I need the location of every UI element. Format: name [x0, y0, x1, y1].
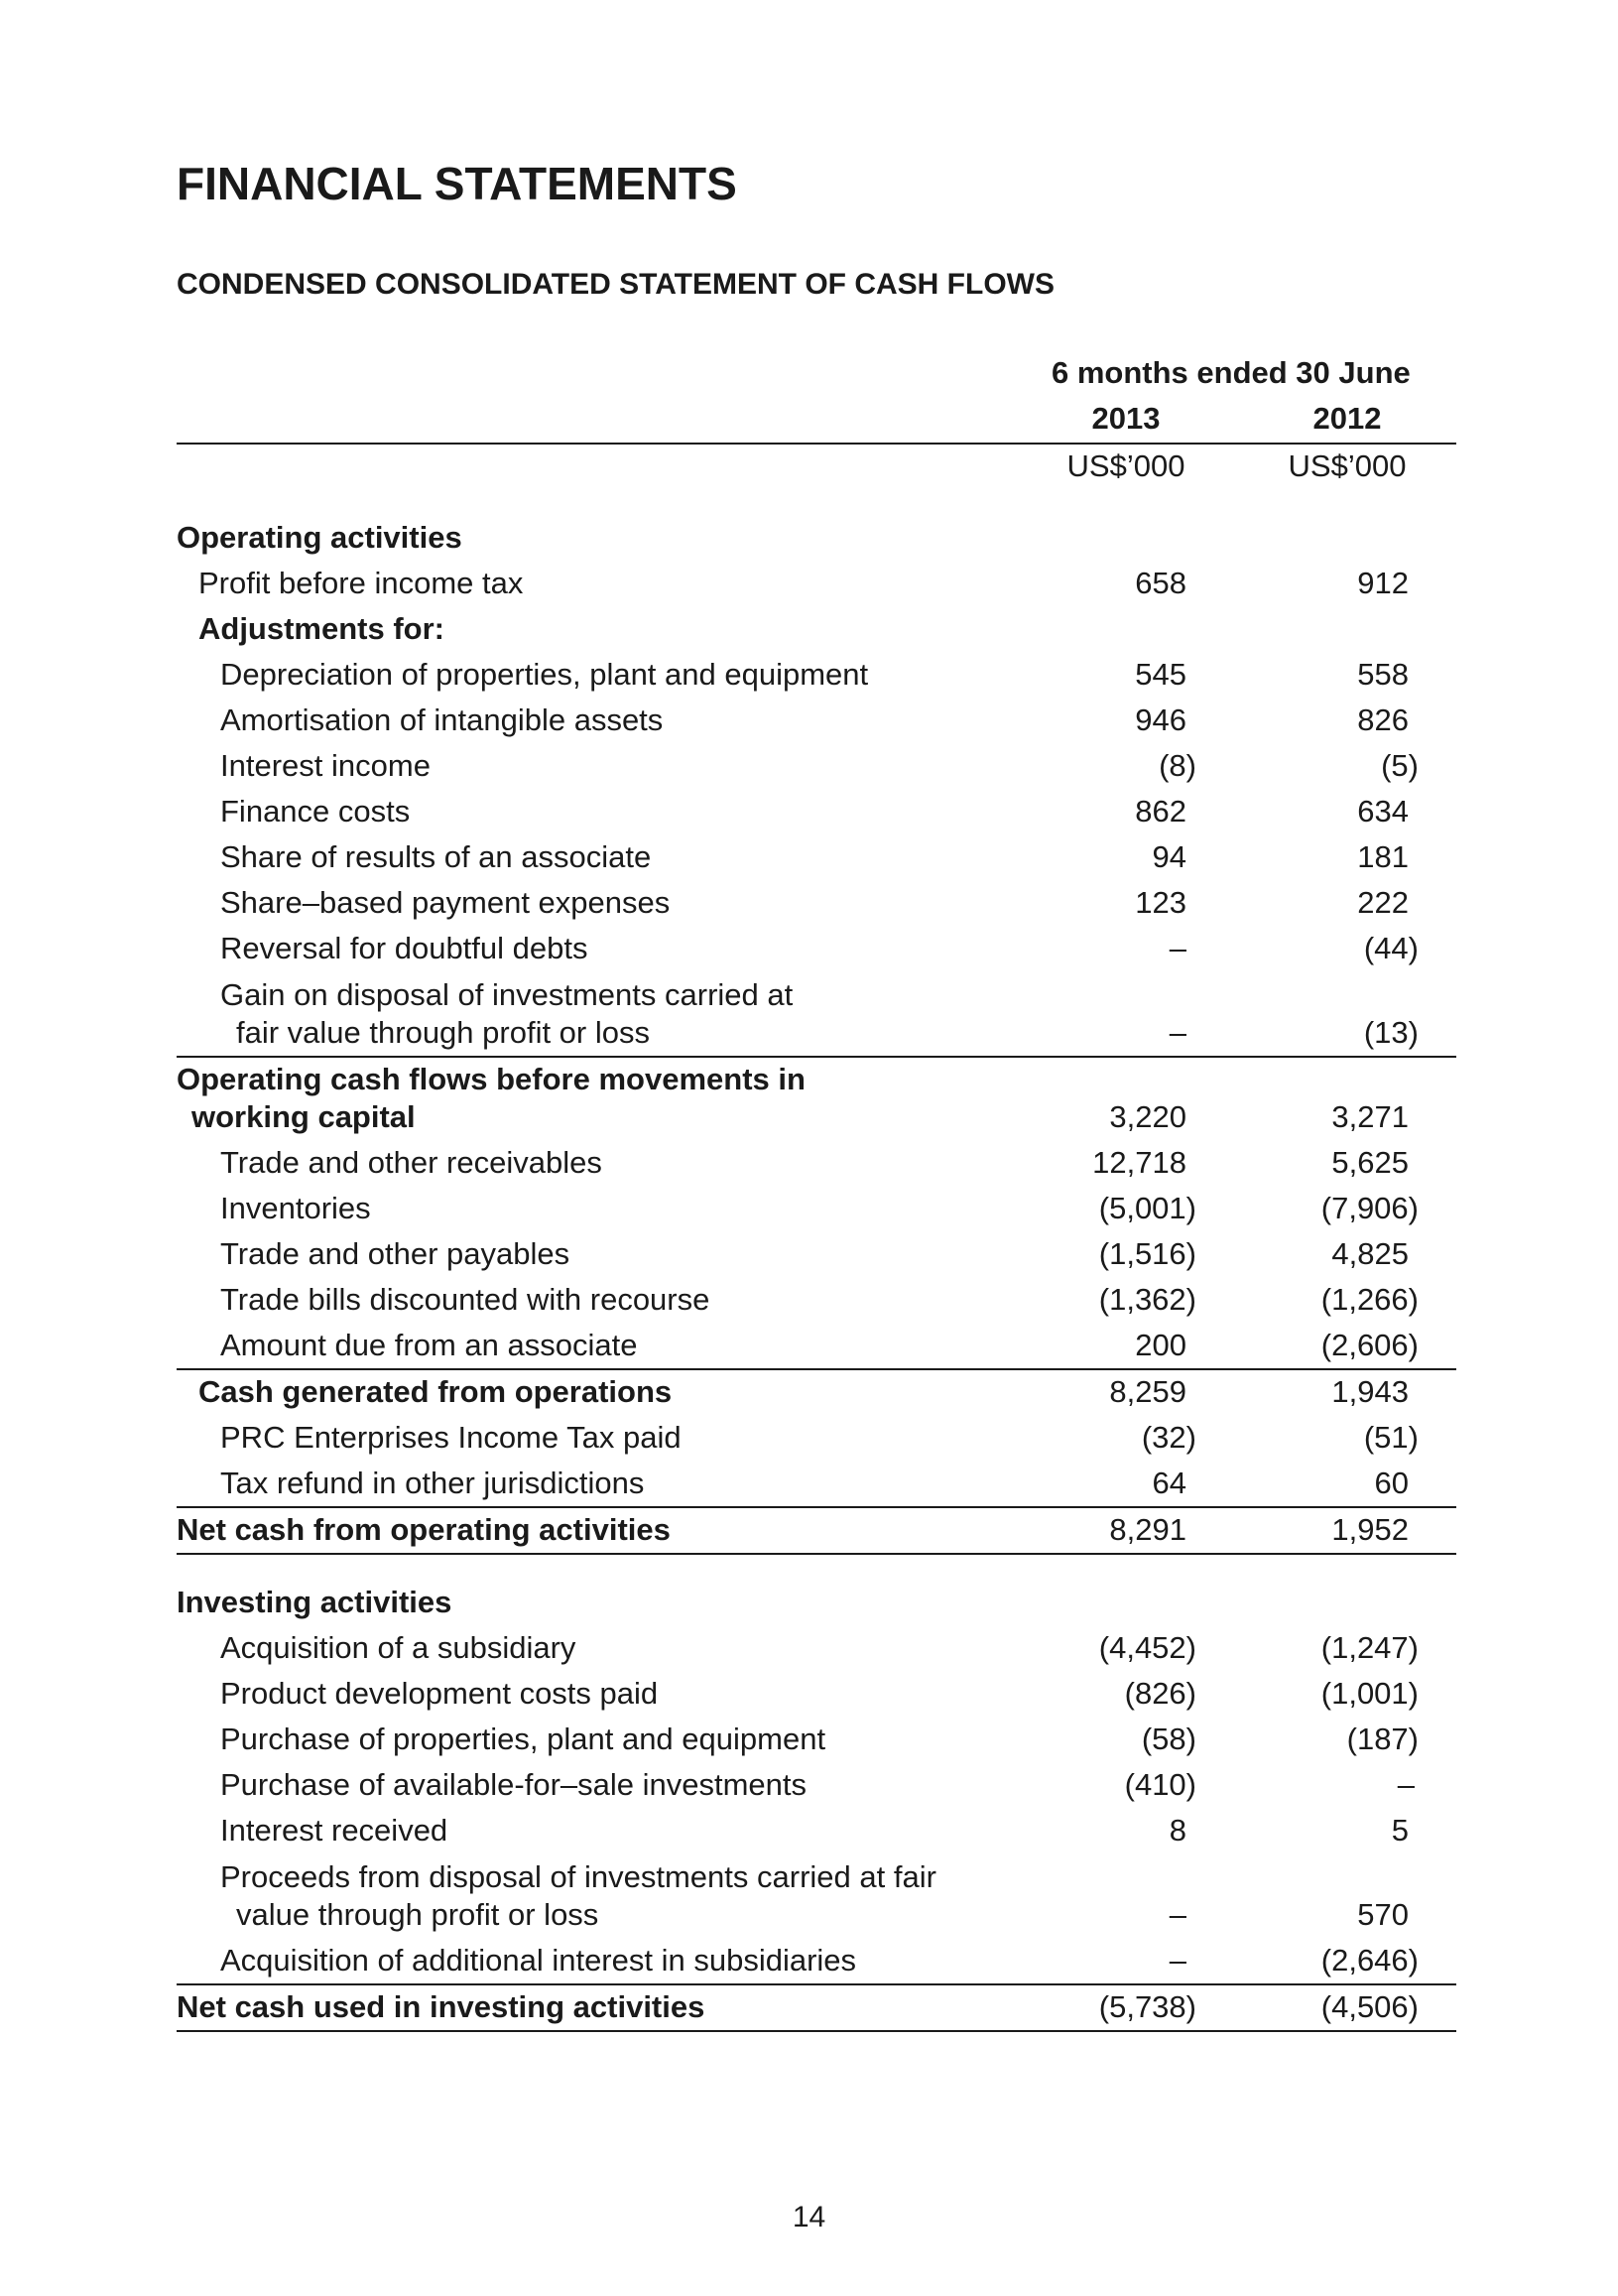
row-label: Inventories	[220, 1191, 371, 1225]
value-2013: –	[1169, 1015, 1186, 1050]
row-label: Trade and other payables	[220, 1236, 570, 1271]
value-2013: 94	[1152, 839, 1186, 874]
row-label: Tax refund in other jurisdictions	[220, 1466, 645, 1500]
table-row	[0, 1145, 1618, 1191]
value-2012: (7,906)	[1320, 1191, 1419, 1225]
row-label: Acquisition of additional interest in subsidiaries	[220, 1943, 857, 1977]
table-row	[0, 1466, 1618, 1511]
row-label: Interest income	[220, 748, 431, 783]
value-2012: 912	[1357, 566, 1409, 600]
value-2013: 200	[1135, 1328, 1186, 1362]
row-label: fair value through profit or loss	[236, 1015, 650, 1050]
row-label: Acquisition of a subsidiary	[220, 1630, 576, 1665]
value-2013: 123	[1135, 885, 1186, 920]
value-2012: (2,646)	[1320, 1943, 1419, 1977]
row-label: Share–based payment expenses	[220, 885, 671, 920]
value-2012: –	[1397, 1767, 1415, 1802]
value-2013: (5,001)	[1098, 1191, 1196, 1225]
value-2012: 5	[1391, 1813, 1409, 1848]
value-2013: (1,516)	[1098, 1236, 1196, 1271]
row-label: Product development costs paid	[220, 1676, 659, 1711]
header-rule	[177, 443, 1456, 445]
value-2012: 5,625	[1331, 1145, 1409, 1180]
row-label: Net cash from operating activities	[177, 1512, 671, 1547]
value-2013: 8	[1169, 1813, 1186, 1848]
table-row	[0, 1722, 1618, 1767]
table-row	[0, 566, 1618, 611]
table-row	[0, 748, 1618, 794]
page-number: 14	[792, 2201, 826, 2233]
row-label: Net cash used in investing activities	[177, 1989, 705, 2024]
row-label: Reversal for doubtful debts	[220, 931, 588, 965]
row-label: Operating cash flows before movements in	[177, 1062, 806, 1096]
value-2012: 3,271	[1331, 1099, 1409, 1134]
value-2012: (1,001)	[1320, 1676, 1419, 1711]
value-2012: (2,606)	[1320, 1328, 1419, 1362]
row-label: Purchase of available-for–sale investments	[220, 1767, 808, 1802]
table-row	[0, 1767, 1618, 1813]
value-2012: (187)	[1346, 1722, 1419, 1756]
value-2012: 4,825	[1331, 1236, 1409, 1271]
row-label: Profit before income tax	[198, 566, 524, 600]
row-label: Trade and other receivables	[220, 1145, 602, 1180]
row-label: working capital	[191, 1099, 416, 1134]
value-2012: (5)	[1381, 748, 1419, 783]
value-2013: (5,738)	[1098, 1989, 1196, 2024]
value-2012: 570	[1357, 1897, 1409, 1932]
value-2012: 1,943	[1331, 1374, 1409, 1409]
value-2012: (51)	[1363, 1420, 1419, 1455]
row-label: Cash generated from operations	[198, 1374, 673, 1409]
value-2013: 64	[1152, 1466, 1186, 1500]
subtotal-rule	[177, 1506, 1456, 1508]
table-row	[0, 1897, 1618, 1943]
table-row	[0, 1512, 1618, 1558]
row-label: value through profit or loss	[236, 1897, 599, 1932]
row-label: PRC Enterprises Income Tax paid	[220, 1420, 682, 1455]
value-2013: (826)	[1124, 1676, 1196, 1711]
table-row	[0, 1328, 1618, 1373]
value-2013: 946	[1135, 702, 1186, 737]
value-2013: (4,452)	[1098, 1630, 1196, 1665]
unit-2012-header: US$’000	[1288, 448, 1407, 483]
value-2012: (44)	[1363, 931, 1419, 965]
unit-2013-header: US$’000	[1066, 448, 1185, 483]
value-2012: 1,952	[1331, 1512, 1409, 1547]
table-row	[0, 1374, 1618, 1420]
value-2013: 8,259	[1109, 1374, 1186, 1409]
value-2013: –	[1169, 1897, 1186, 1932]
row-label: Amortisation of intangible assets	[220, 702, 664, 737]
value-2013: (32)	[1141, 1420, 1196, 1455]
table-row	[0, 885, 1618, 931]
value-2012: 60	[1374, 1466, 1409, 1500]
table-row	[0, 611, 1618, 657]
value-2013: –	[1169, 1943, 1186, 1977]
row-label: Interest received	[220, 1813, 448, 1848]
value-2013: 8,291	[1109, 1512, 1186, 1547]
section-heading-operating: Operating activities	[177, 520, 462, 555]
value-2013: (58)	[1141, 1722, 1196, 1756]
value-2012: 222	[1357, 885, 1409, 920]
statement-subtitle: CONDENSED CONSOLIDATED STATEMENT OF CASH FLOWS	[177, 268, 1055, 301]
total-rule	[177, 2030, 1456, 2032]
row-label: Share of results of an associate	[220, 839, 652, 874]
table-row	[0, 1236, 1618, 1282]
table-row	[0, 1282, 1618, 1328]
row-label: Amount due from an associate	[220, 1328, 638, 1362]
table-row	[0, 1676, 1618, 1722]
value-2012: 181	[1357, 839, 1409, 874]
value-2013: 12,718	[1092, 1145, 1186, 1180]
section-heading-investing: Investing activities	[177, 1585, 452, 1619]
row-label: Gain on disposal of investments carried at	[220, 977, 794, 1012]
table-row	[0, 794, 1618, 839]
page-title: FINANCIAL STATEMENTS	[177, 158, 737, 209]
value-2012: (13)	[1363, 1015, 1419, 1050]
row-label: Purchase of properties, plant and equipment	[220, 1722, 826, 1756]
value-2012: (4,506)	[1320, 1989, 1419, 2024]
value-2012: 558	[1357, 657, 1409, 692]
value-2013: (410)	[1124, 1767, 1196, 1802]
table-row	[0, 1630, 1618, 1676]
value-2013: 658	[1135, 566, 1186, 600]
year-2013-header: 2013	[1091, 401, 1161, 436]
value-2013: 862	[1135, 794, 1186, 829]
row-label: Finance costs	[220, 794, 411, 829]
table-row	[0, 1813, 1618, 1858]
table-row	[0, 839, 1618, 885]
table-row	[0, 1989, 1618, 2035]
table-row	[0, 702, 1618, 748]
value-2012: (1,266)	[1320, 1282, 1419, 1317]
subtotal-rule	[177, 1983, 1456, 1985]
table-row	[0, 1191, 1618, 1236]
value-2013: 545	[1135, 657, 1186, 692]
table-row	[0, 1099, 1618, 1145]
period-header: 6 months ended 30 June	[1052, 355, 1411, 390]
value-2013: –	[1169, 931, 1186, 965]
table-row	[0, 931, 1618, 976]
subtotal-rule	[177, 1368, 1456, 1370]
table-row	[0, 657, 1618, 702]
table-row	[0, 1585, 1618, 1630]
value-2013: (1,362)	[1098, 1282, 1196, 1317]
value-2012: 826	[1357, 702, 1409, 737]
subtotal-rule	[177, 1056, 1456, 1058]
value-2012: (1,247)	[1320, 1630, 1419, 1665]
value-2013: 3,220	[1109, 1099, 1186, 1134]
row-label: Depreciation of properties, plant and equipment	[220, 657, 869, 692]
total-rule	[177, 1553, 1456, 1555]
row-label: Proceeds from disposal of investments carried at fair	[220, 1859, 936, 1894]
table-row	[0, 1015, 1618, 1061]
table-row	[0, 1420, 1618, 1466]
value-2012: 634	[1357, 794, 1409, 829]
table-row	[0, 520, 1618, 566]
row-label: Trade bills discounted with recourse	[220, 1282, 710, 1317]
year-2012-header: 2012	[1312, 401, 1382, 436]
table-row	[0, 1943, 1618, 1988]
value-2013: (8)	[1159, 748, 1196, 783]
row-label: Adjustments for:	[198, 611, 444, 646]
